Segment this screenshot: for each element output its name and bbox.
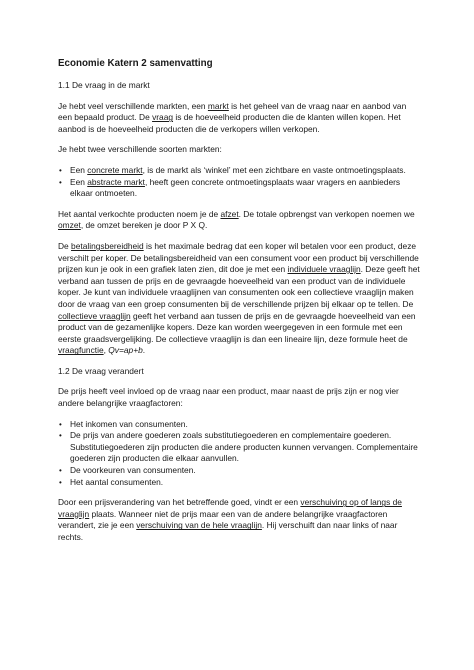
term-concrete-markt: concrete markt	[87, 164, 143, 175]
term-collectieve-vraaglijn: collectieve vraaglijn	[58, 310, 131, 321]
bullet-icon: •	[59, 477, 62, 487]
bullet-icon: •	[59, 165, 62, 175]
term-omzet: omzet	[58, 220, 81, 231]
paragraph-afzet-omzet: Het aantal verkochte producten noem je de afzet. De totale opbrengst van verkopen noemen we omzet, de omzet bereken je door P X Q.	[58, 208, 415, 231]
section-heading-2: 1.2 De vraag verandert	[58, 365, 144, 376]
paragraph-verschuiving: Door een prijsverandering van het betreffende goed, vindt er een verschuiving op of langs de vraaglijn plaats. Wanneer niet de prijs maar een van de andere belangrijke vraagfactoren verandert, zie je een verschuiving van de hele vraaglijn. Hij verschuift dan naar links of naar rechts.	[58, 497, 402, 542]
bullet-icon: •	[59, 419, 62, 429]
term-verschuiving-langs: verschuiving op of langs de vraaglijn	[58, 497, 402, 519]
list-item: • Het aantal consumenten.	[59, 476, 164, 487]
term-markt: markt	[207, 100, 229, 111]
bullet-icon: •	[59, 431, 62, 441]
term-verschuiving-hele: verschuiving van de hele vraaglijn	[136, 520, 262, 531]
paragraph-soorten-markten: Je hebt twee verschillende soorten markten:	[58, 144, 222, 155]
list-item: • Het inkomen van consumenten.	[59, 418, 188, 429]
list-item: • De prijs van andere goederen zoals substitutiegoederen en complementaire goederen. Substitutiegoederen zijn producten die andere producten kunnen vervangen. Complementaire goederen zijn producten die elkaar aanvullen.	[59, 430, 418, 464]
term-betalingsbereidheid: betalingsbereidheid	[71, 240, 144, 251]
list-item: • Een abstracte markt, heeft geen concrete ontmoetingsplaats waar vragers en aanbieders elkaar ontmoeten.	[59, 176, 401, 199]
term-abstracte-markt: abstracte markt	[87, 176, 145, 187]
document-title: Economie Katern 2 samenvatting	[58, 58, 213, 69]
bullet-icon: •	[59, 177, 62, 187]
paragraph-vraagfactoren: De prijs heeft veel invloed op de vraag naar een product, maar naast de prijs zijn er nog vier andere belangrijke vraagfactoren:	[58, 386, 399, 409]
bullet-icon: •	[59, 466, 62, 476]
paragraph-betalingsbereidheid: De betalingsbereidheid is het maximale bedrag dat een koper wil betalen voor een product, deze verschilt per koper. De betalingsbereidheid van een consument voor een product bij verschillende prijzen kun je ook in een grafiek laten zien, dit doe je met een individuele vraaglijn. Deze geeft het verband aan tussen de prijs en de gevraagde hoeveelheid van een product van de individuele koper. Je kunt van individuele vraaglijnen van consumenten ook een collectieve vraaglijn maken door de vraag van een groep consumenten bij de verschillende prijzen bij elkaar op te tellen. De collectieve vraaglijn geeft het verband aan tussen de prijs en de gevraagde hoeveelheid van een product van de gezamenlijke kopers. Deze kan worden weergegeven in een formule met een eerste graadsvergelijking. De collectieve vraaglijn is dan een lineaire lijn, deze formule heet de vraagfunctie, Qv=ap+b.	[58, 240, 420, 356]
term-vraag: vraag	[152, 112, 174, 123]
term-afzet: afzet	[220, 208, 239, 219]
factors-list	[58, 419, 422, 489]
list-item: • De voorkeuren van consumenten.	[59, 465, 196, 476]
list-item: • Een concrete markt, is de markt als ‘winkel’ met een zichtbare en vaste ontmoetingsplaats.	[59, 164, 406, 175]
paragraph-markt: Je hebt veel verschillende markten, een markt is het geheel van de vraag naar en aanbod van een bepaald product. De vraag is de hoeveelheid producten die de klanten willen kopen. Het aanbod is de hoeveelheid producten die de verkopers willen verkopen.	[58, 100, 407, 134]
document-page	[58, 58, 422, 553]
section-heading-1: 1.1 De vraag in de markt	[58, 80, 150, 90]
term-vraagfunctie: vraagfunctie	[58, 345, 104, 356]
formula-vraagfunctie: Qv=ap+b	[108, 345, 143, 356]
markets-list	[58, 165, 422, 200]
term-individuele-vraaglijn: individuele vraaglijn	[287, 264, 361, 275]
